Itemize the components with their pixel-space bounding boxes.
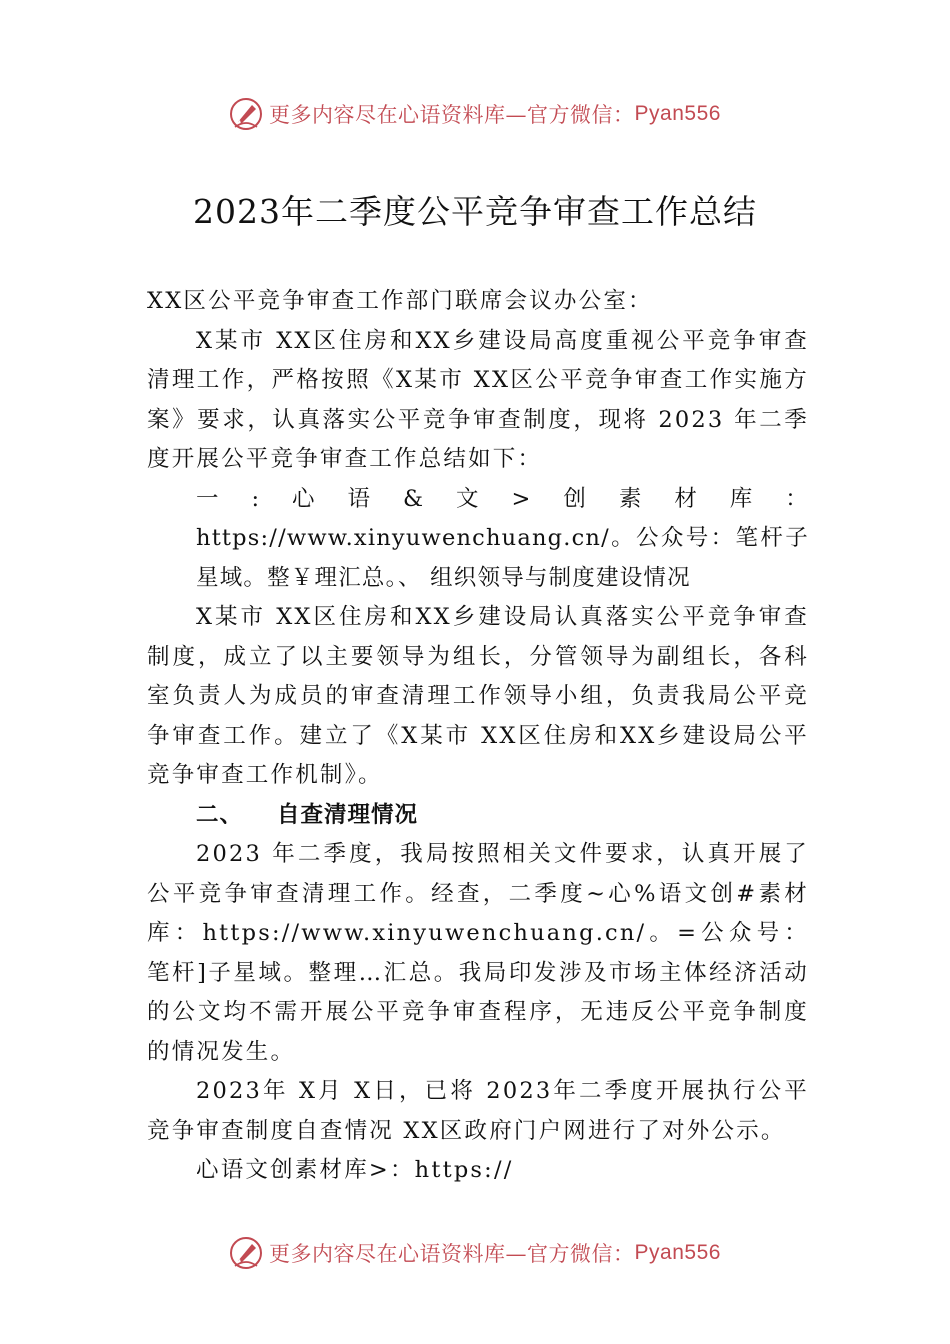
trailing-line: 心语文创素材库>：https:// xyxy=(196,1157,514,1183)
pen-nib-icon xyxy=(229,1236,263,1270)
section2-heading xyxy=(147,796,809,836)
intro-paragraph: X某市 XX区住房和XX乡建设局高度重视公平竞争审查清理工作，严格按照《X某市 XX区公平竞争审查工作实施方案》要求，认真落实公平竞争审查制度，现将 2023 年二季度开展公平竞争审查工作总结如下： xyxy=(147,327,809,472)
document-title: 2023年二季度公平竞争审查工作总结 xyxy=(193,192,757,231)
watermark-banner-bottom xyxy=(0,1233,950,1273)
pen-nib-icon xyxy=(229,97,263,131)
section2-number: 二、 xyxy=(196,801,244,828)
watermark-id: Pyan556 xyxy=(634,102,721,125)
section2-title: 自查清理情况 xyxy=(277,801,419,828)
section1-paragraph: X某市 XX区住房和XX乡建设局认真落实公平竞争审查制度，成立了以主要领导为组长，分管领导为副组长，各科室负责人为成员的审查清理工作领导小组，负责我局公平竞争审查工作。建立了《X某市 XX区住房和XX乡建设局公平竞争审查工作机制》。 xyxy=(147,604,809,788)
watermark-text: 更多内容尽在心语资料库—官方微信： xyxy=(269,103,635,127)
publication-paragraph: 2023年 X月 X日，已将 2023年二季度开展执行公平竞争审查制度自查情况 XX区政府门户网进行了对外公示。 xyxy=(147,1078,809,1144)
watermark-id: Pyan556 xyxy=(634,1241,721,1264)
document-body xyxy=(147,282,809,1191)
section1-heading: 一:心语&文>创素材库：https://www.xinyuwenchuang.cn/。公众号：笔杆子星域。整￥理汇总。、 组织领导与制度建设情况 xyxy=(196,485,809,591)
watermark-text: 更多内容尽在心语资料库—官方微信： xyxy=(269,1242,635,1266)
salutation: XX区公平竞争审查工作部门联席会议办公室： xyxy=(147,288,653,314)
watermark-banner-top xyxy=(0,94,950,134)
section2-paragraph: 2023 年二季度，我局按照相关文件要求，认真开展了公平竞争审查清理工作。经查，二季度~心%语文创#素材库：https://www.xinyuwenchuang.cn/。=公众号：笔杆]子星域。整理…汇总。我局印发涉及市场主体经济活动的公文均不需开展公平竞争审查程序，无违反公平竞争制度的情况发生。 xyxy=(147,841,809,1065)
